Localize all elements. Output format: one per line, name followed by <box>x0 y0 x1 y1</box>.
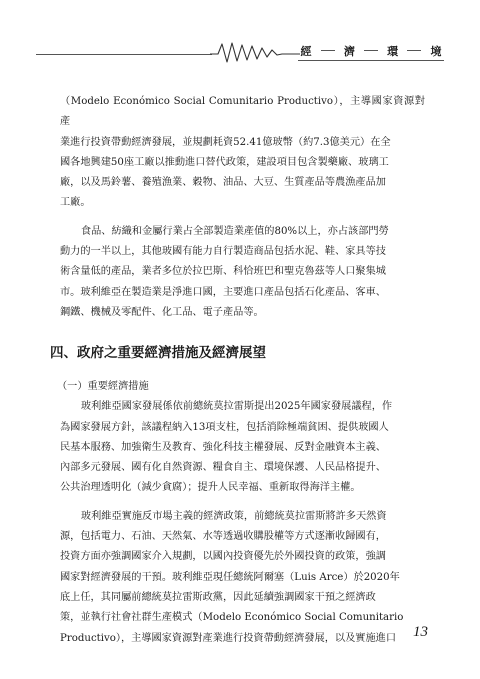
page-body <box>50 92 425 649</box>
text-line: 工廠。 <box>60 197 91 209</box>
header-char-1: 經 <box>300 44 312 58</box>
text-line: 術含量低的產品，業者多位於拉巴斯、科恰班巴和聖克魯茲等人口聚集城 <box>60 266 386 278</box>
text-line: 公共治理透明化（減少貪腐）；提升人民幸福、重新取得海洋主權。 <box>60 482 361 494</box>
text-line: 鋼鐵、機械及零配件、化工品、電子產品等。 <box>60 306 264 318</box>
header-char-3: 環 <box>387 44 399 58</box>
text-line: Productivo），主導國家資源對產業進行投資帶動經濟發展，以及實施進口 <box>60 632 397 644</box>
paragraph-2 <box>60 222 425 323</box>
text-line: 廠，以及馬鈴薯、養殖漁業、穀物、油品、大豆、生質產品等農漁產品加 <box>60 177 386 189</box>
text-line: 源，包括電力、石油、天然氣、水等透過收購股權等方式逐漸收歸國有， <box>60 531 386 543</box>
section-heading: 四、政府之重要經濟措施及經濟展望 <box>50 345 266 362</box>
text-line: 市。玻利維亞在製造業是淨進口國，主要進口產品包括石化產品、客車、 <box>60 286 386 298</box>
header-separator <box>364 50 378 51</box>
header-underline <box>298 60 444 61</box>
text-line: 玻利維亞國家發展係依前總統莫拉雷斯提出2025年國家發展議程，作 <box>80 401 393 413</box>
page-number: 13 <box>413 624 428 640</box>
header-char-2: 濟 <box>343 44 355 58</box>
heartbeat-zigzag-icon <box>210 40 300 64</box>
subsection-heading: （一）重要經濟措施 <box>57 381 149 393</box>
header-rule <box>36 54 212 55</box>
text-line: 策，並執行社會社群生產模式（Modelo Económico Social Comunitario <box>60 612 404 624</box>
text-line: 內部多元發展、國有化自然資源、糧食自主、環境保護、人民品格提升、 <box>60 462 386 474</box>
text-line: 投資方面亦強調國家介入規劃，以國內投資優先於外國投資的政策，強調 <box>60 551 386 563</box>
text-line: （Modelo Económico Social Comunitario Productivo），主導國家資源對產 <box>60 96 425 128</box>
header-char-4: 境 <box>430 44 442 58</box>
text-line: 國家對經濟發展的干預。玻利維亞現任總統阿爾塞（Luis Arce）於2020年 <box>60 571 400 583</box>
text-line: 為國家發展方針，該議程納入13項支柱，包括消除極端貧困、提供玻國人 <box>60 421 389 433</box>
text-line: 業進行投資帶動經濟發展，並規劃耗資52.41億玻幣（約7.3億美元）在全 <box>60 136 391 148</box>
text-line: 民基本服務、加強衛生及教育、強化科技主權發展、反對金融資本主義、 <box>60 441 386 453</box>
header-title <box>298 41 444 60</box>
running-header <box>36 34 444 64</box>
text-line: 食品、紡織和金屬行業占全部製造業產值的80%以上，亦占該部門勞 <box>80 225 389 237</box>
text-line: 底上任，其同屬前總統莫拉雷斯政黨，因此延續強調國家干預之經濟政 <box>60 591 376 603</box>
text-line: 國各地興建50座工廠以推動進口替代政策，建設項目包含製藥廠、玻璃工 <box>60 156 389 168</box>
header-separator <box>407 50 421 51</box>
text-line: 動力的一半以上，其他玻國有能力自行製造商品包括水泥、鞋、家具等技 <box>60 246 386 258</box>
header-separator <box>321 50 335 51</box>
paragraph-3 <box>60 397 425 498</box>
text-line: 玻利維亞實施反市場主義的經濟政策，前總統莫拉雷斯將許多天然資 <box>80 510 387 522</box>
paragraph-4 <box>60 507 425 649</box>
paragraph-1 <box>60 92 425 214</box>
